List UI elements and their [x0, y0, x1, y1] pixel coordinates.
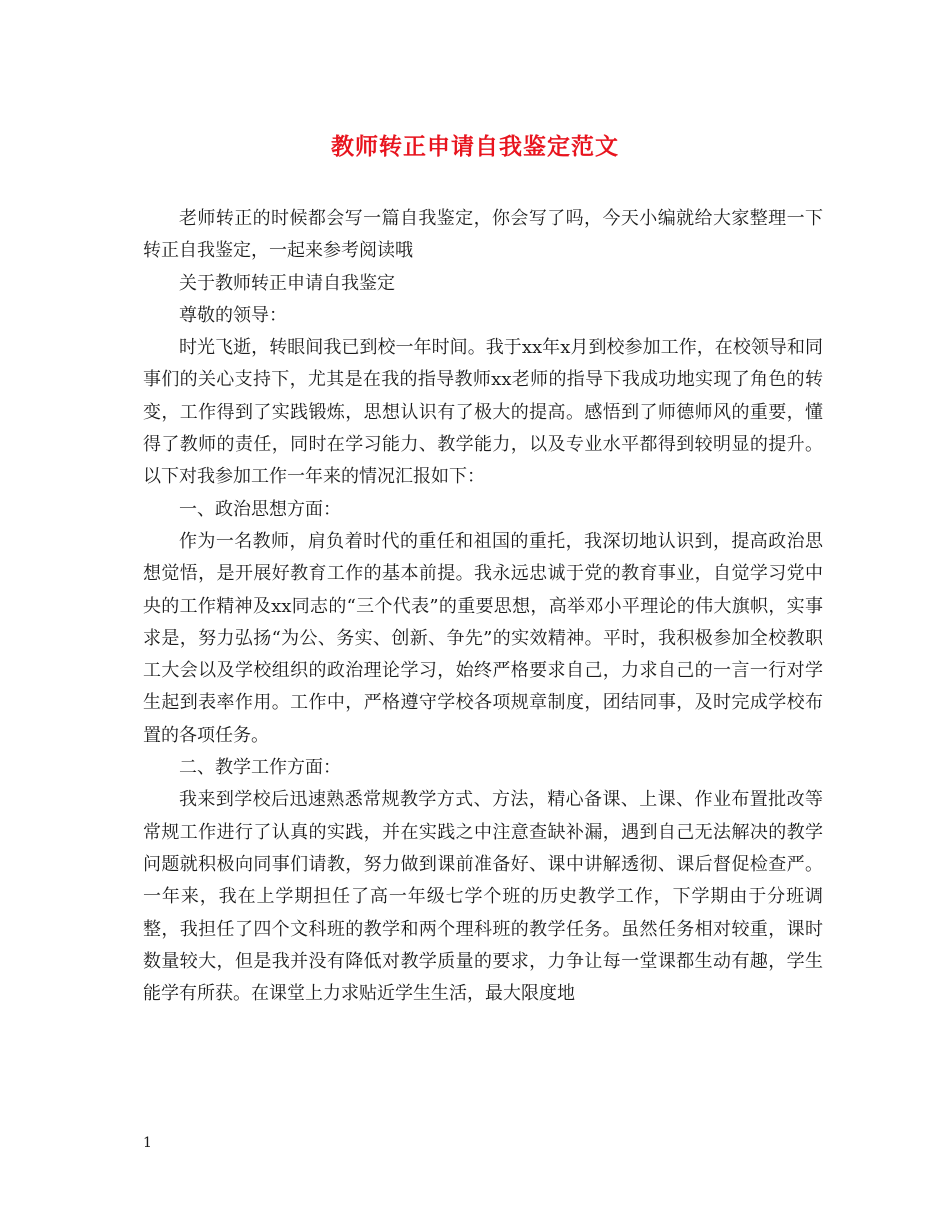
document-title: 教师转正申请自我鉴定范文 [331, 134, 619, 160]
page-number: 1 [143, 1135, 152, 1151]
paragraph-teaching: 我来到学校后迅速熟悉常规教学方式、方法，精心备课、上课、作业布置批改等常规工作进行了认真的实践，并在实践之中注意查缺补漏，遇到自己无法解决的教学问题就积极向同事们请教，努力做到课前准备好、课中讲解透彻、课后督促检查严。一年来，我在上学期担任了高一年级七学个班的历史教学工作，下学期由于分班调整，我担任了四个文科班的教学和两个理科班的教学任务。虽然任务相对较重，课时数量较大，但是我并没有降低对教学质量的要求，力争让每一堂课都生动有趣，学生能学有所获。在课堂上力求贴近学生生活，最大限度地 [143, 789, 823, 1005]
paragraph-overview: 时光飞逝，转眼间我已到校一年时间。我于xx年x月到校参加工作，在校领导和同事们的关心支持下，尤其是在我的指导教师xx老师的指导下我成功地实现了角色的转变，工作得到了实践锻炼，思想认识有了极大的提高。感悟到了师德师风的重要，懂得了教师的责任，同时在学习能力、教学能力，以及专业水平都得到较明显的提升。以下对我参加工作一年来的情况汇报如下： [143, 337, 823, 488]
paragraph-subtitle: 关于教师转正申请自我鉴定 [179, 272, 395, 294]
paragraph-politics: 作为一名教师，肩负着时代的重任和祖国的重托，我深切地认识到，提高政治思想觉悟，是开展好教育工作的基本前提。我永远忠诚于党的教育事业，自觉学习党中央的工作精神及xx同志的“三个代表”的重要思想，高举邓小平理论的伟大旗帜，实事求是，努力弘扬“为公、务实、创新、争先”的实效精神。平时，我积极参加全校教职工大会以及学校组织的政治理论学习，始终严格要求自己，力求自己的一言一行对学生起到表率作用。工作中，严格遵守学校各项规章制度，团结同事，及时完成学校布置的各项任务。 [143, 530, 823, 746]
paragraph-salutation: 尊敬的领导： [179, 304, 287, 326]
section-heading-teaching: 二、教学工作方面： [179, 757, 341, 779]
document-body [143, 203, 823, 1010]
section-heading-politics: 一、政治思想方面： [179, 498, 341, 520]
paragraph-intro: 老师转正的时候都会写一篇自我鉴定，你会写了吗，今天小编就给大家整理一下转正自我鉴定，一起来参考阅读哦 [143, 208, 823, 262]
